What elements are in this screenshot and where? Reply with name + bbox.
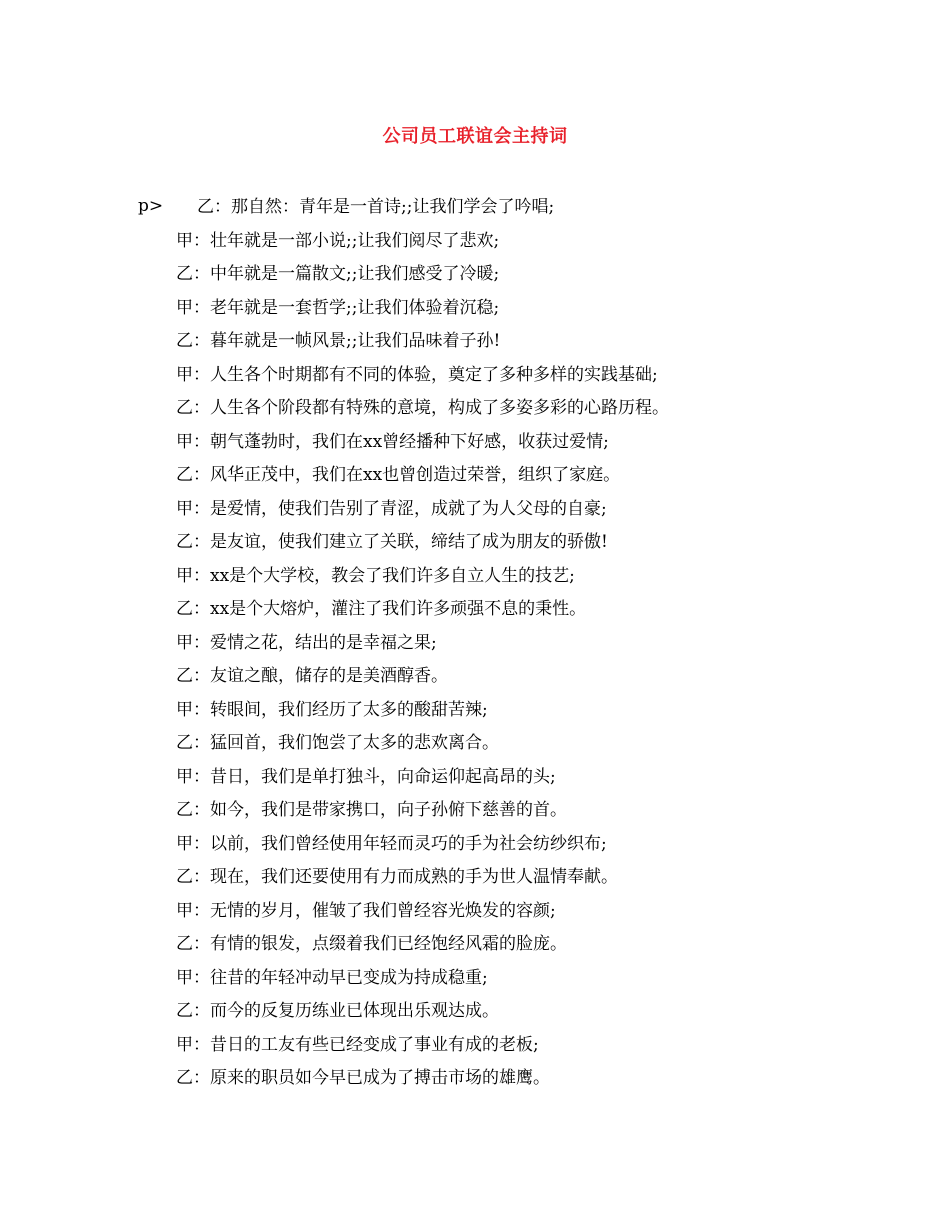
document-title: 公司员工联谊会主持词 [382,126,568,147]
dialogue-line: 乙：友谊之酿，储存的是美酒醇香。 [176,666,448,686]
dialogue-line: 甲：昔日的工友有些已经变成了事业有成的老板; [176,1034,539,1055]
line-prefix: p> [138,196,164,216]
dialogue-lines [176,192,916,1097]
dialogue-line: 乙：而今的反复历练业已体现出乐观达成。 [176,1001,499,1021]
dialogue-line: 乙：原来的职员如今早已成为了搏击市场的雄鹰。 [176,1068,550,1088]
dialogue-line: 乙：那自然：青年是一首诗;;让我们学会了吟唱; [197,197,555,217]
dialogue-line: 甲：转眼间，我们经历了太多的酸甜苦辣; [176,699,488,720]
dialogue-line: 甲：朝气蓬勃时，我们在xx曾经播种下好感，收获过爱情; [176,431,609,452]
dialogue-line: 甲：昔日，我们是单打独斗，向命运仰起高昂的头; [176,766,556,787]
dialogue-line: 乙：xx是个大熔炉，灌注了我们许多顽强不息的秉性。 [176,599,587,619]
dialogue-line: 甲：人生各个时期都有不同的体验，奠定了多种多样的实践基础; [176,364,658,385]
dialogue-line: 乙：如今，我们是带家携口，向子孙俯下慈善的首。 [176,800,567,820]
dialogue-line: 甲：是爱情，使我们告别了青涩，成就了为人父母的自豪; [176,498,607,519]
dialogue-line: 乙：中年就是一篇散文;;让我们感受了冷暖; [176,264,500,284]
dialogue-line: 乙：现在，我们还要使用有力而成熟的手为世人温情奉献。 [176,867,618,887]
dialogue-line: 乙：暮年就是一帧风景;;让我们品味着子孙! [176,331,501,351]
dialogue-line: 乙：有情的银发，点缀着我们已经饱经风霜的脸庞。 [176,934,567,954]
dialogue-line: 乙：是友谊，使我们建立了关联，缔结了成为朋友的骄傲! [176,532,608,552]
dialogue-line: 甲：壮年就是一部小说;;让我们阅尽了悲欢; [176,230,500,251]
dialogue-line: 乙：人生各个阶段都有特殊的意境，构成了多姿多彩的心路历程。 [176,398,669,418]
dialogue-line: 甲：以前，我们曾经使用年轻而灵巧的手为社会纺纱织布; [176,833,607,854]
dialogue-line: 甲：无情的岁月，催皱了我们曾经容光焕发的容颜; [176,900,556,921]
dialogue-line: 甲：往昔的年轻冲动早已变成为持成稳重; [176,967,488,988]
dialogue-line: 乙：猛回首，我们饱尝了太多的悲欢离合。 [176,733,499,753]
dialogue-line: 乙：风华正茂中，我们在xx也曾创造过荣誉，组织了家庭。 [176,465,621,485]
dialogue-line: 甲：爱情之花，结出的是幸福之果; [176,632,437,653]
dialogue-line: 甲：老年就是一套哲学;;让我们体验着沉稳; [176,297,500,318]
dialogue-line: 甲：xx是个大学校，教会了我们许多自立人生的技艺; [176,565,575,586]
